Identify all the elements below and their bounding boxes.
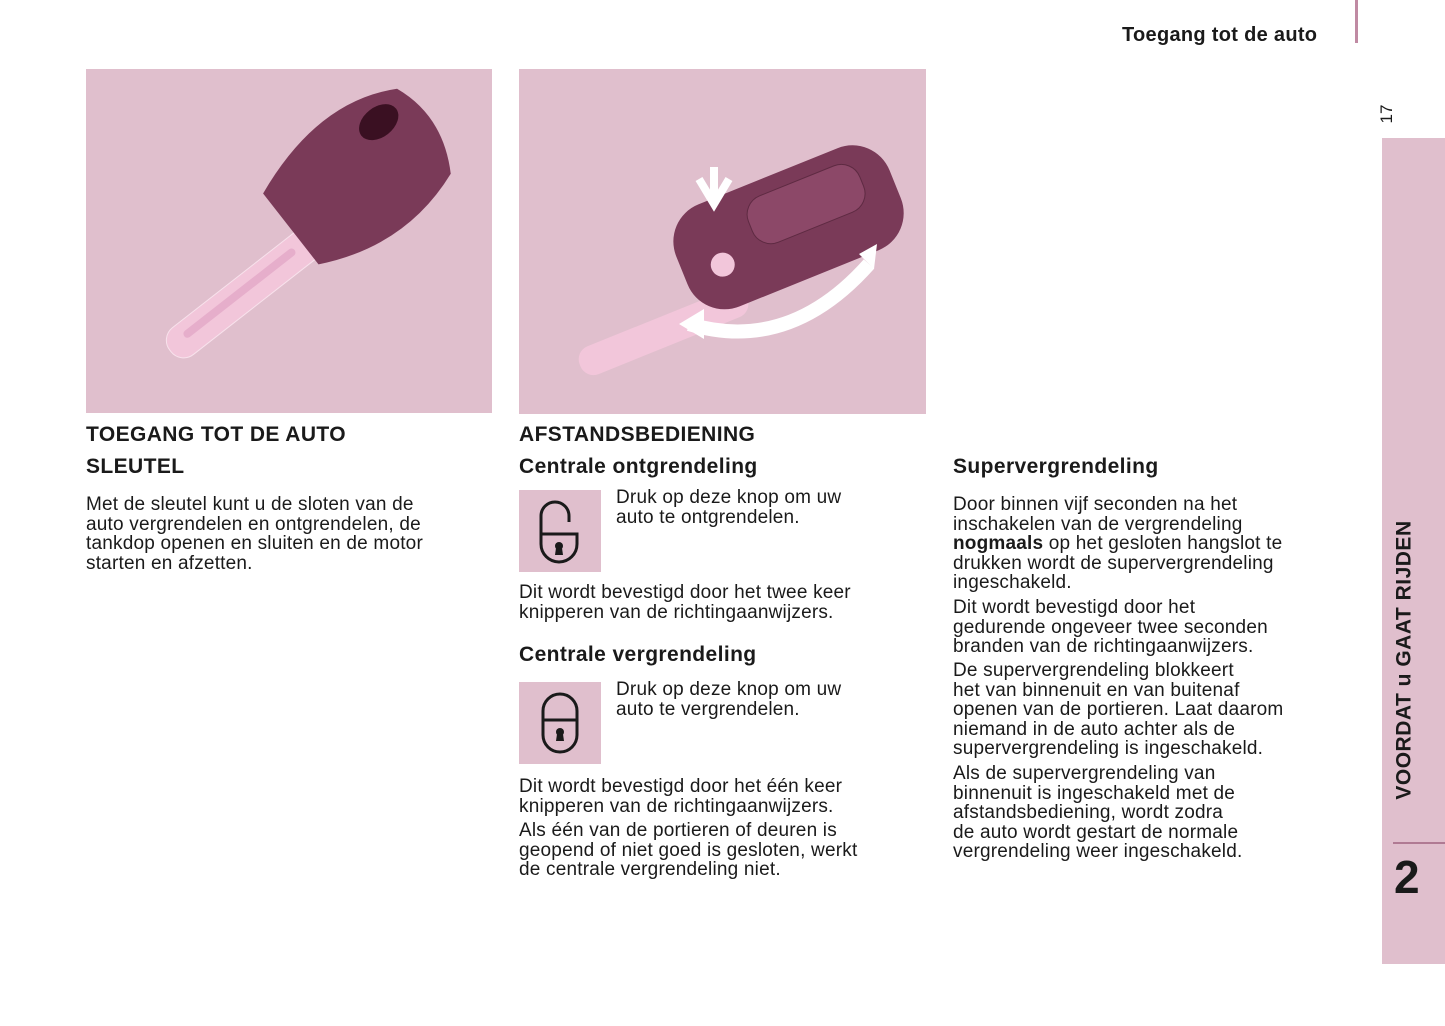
text-line: afstandsbediening, wordt zodra bbox=[953, 802, 1224, 823]
unlock-confirmation bbox=[519, 583, 851, 622]
text-line: De supervergrendeling blokkeert bbox=[953, 660, 1234, 681]
text-line: auto vergrendelen en ontgrendelen, de bbox=[86, 513, 421, 535]
text-line: starten en afzetten. bbox=[86, 552, 253, 574]
text-line: niemand in de auto achter als de bbox=[953, 718, 1236, 740]
text-line: Dit wordt bevestigd door het één keer bbox=[519, 776, 843, 797]
text-line bbox=[953, 534, 1282, 554]
section-heading: TOEGANG TOT DE AUTO bbox=[86, 423, 347, 446]
text-line: branden van de richtingaanwijzers. bbox=[953, 636, 1254, 657]
page-header-title: Toegang tot de auto bbox=[1122, 24, 1318, 46]
chapter-title: VOORDAT u GAAT RIJDEN bbox=[1393, 520, 1417, 800]
page-number: 17 bbox=[1377, 104, 1396, 124]
text-line: ingeschakeld. bbox=[953, 572, 1072, 593]
padlock-closed-icon bbox=[535, 688, 585, 758]
text-line: Dit wordt bevestigd door het bbox=[953, 597, 1196, 618]
lock-note bbox=[519, 821, 857, 880]
text-line: knipperen van de richtingaanwijzers. bbox=[519, 601, 834, 623]
key-description bbox=[86, 495, 423, 573]
deadlock-paragraph-4 bbox=[953, 764, 1242, 862]
text-line: tankdop openen en sluiten en de motor bbox=[86, 533, 423, 554]
text-line: auto te vergrendelen. bbox=[616, 698, 800, 720]
text-segment: op het gesloten hangslot te bbox=[1043, 533, 1283, 554]
header-divider bbox=[1355, 0, 1358, 43]
subsection-heading: SLEUTEL bbox=[86, 455, 185, 478]
text-line: knipperen van de richtingaanwijzers. bbox=[519, 795, 834, 817]
text-line: vergrendeling weer ingeschakeld. bbox=[953, 841, 1243, 862]
chapter-tab-label bbox=[1382, 490, 1428, 830]
emphasis: nogmaals bbox=[953, 533, 1044, 554]
text-line: de centrale vergrendeling niet. bbox=[519, 859, 781, 880]
text-line: Als één van de portieren of deuren is bbox=[519, 820, 837, 841]
lock-button-icon-box bbox=[519, 682, 601, 764]
text-line: inschakelen van de vergrendeling bbox=[953, 513, 1243, 535]
chapter-number: 2 bbox=[1394, 851, 1420, 903]
remote-key-illustration bbox=[519, 69, 926, 414]
text-line: gedurende ongeveer twee seconden bbox=[953, 616, 1268, 638]
text-line: supervergrendeling is ingeschakeld. bbox=[953, 738, 1264, 759]
lock-confirmation bbox=[519, 777, 842, 816]
remote-key-icon bbox=[519, 69, 926, 414]
unlock-heading: Centrale ontgrendeling bbox=[519, 455, 758, 478]
text-line: Door binnen vijf seconden na het bbox=[953, 494, 1238, 515]
deadlock-paragraph-2 bbox=[953, 598, 1268, 657]
chapter-tab-divider bbox=[1393, 842, 1445, 844]
text-line: het van binnenuit en van buitenaf bbox=[953, 679, 1240, 701]
text-line: de auto wordt gestart de normale bbox=[953, 821, 1239, 843]
text-line: binnenuit is ingeschakeld met de bbox=[953, 782, 1236, 804]
key-illustration bbox=[86, 69, 492, 413]
text-line: openen van de portieren. Laat daarom bbox=[953, 699, 1284, 720]
lock-instruction bbox=[616, 680, 841, 719]
text-line: Druk op deze knop om uw bbox=[616, 487, 842, 508]
text-line: drukken wordt de supervergrendeling bbox=[953, 552, 1274, 574]
text-line: geopend of niet goed is gesloten, werkt bbox=[519, 839, 858, 861]
unlock-button-icon-box bbox=[519, 490, 601, 572]
key-icon bbox=[86, 69, 492, 413]
unlock-instruction bbox=[616, 488, 841, 527]
text-line: Druk op deze knop om uw bbox=[616, 679, 842, 700]
deadlock-heading: Supervergrendeling bbox=[953, 455, 1159, 478]
text-line: auto te ontgrendelen. bbox=[616, 506, 800, 528]
text-line: Met de sleutel kunt u de sloten van de bbox=[86, 494, 414, 515]
section-heading: AFSTANDSBEDIENING bbox=[519, 423, 756, 446]
text-line: Als de supervergrendeling van bbox=[953, 763, 1216, 784]
lock-heading: Centrale vergrendeling bbox=[519, 643, 757, 666]
deadlock-paragraph-1 bbox=[953, 495, 1282, 593]
padlock-open-icon bbox=[535, 496, 585, 566]
text-line: Dit wordt bevestigd door het twee keer bbox=[519, 582, 851, 603]
deadlock-paragraph-3 bbox=[953, 661, 1283, 759]
